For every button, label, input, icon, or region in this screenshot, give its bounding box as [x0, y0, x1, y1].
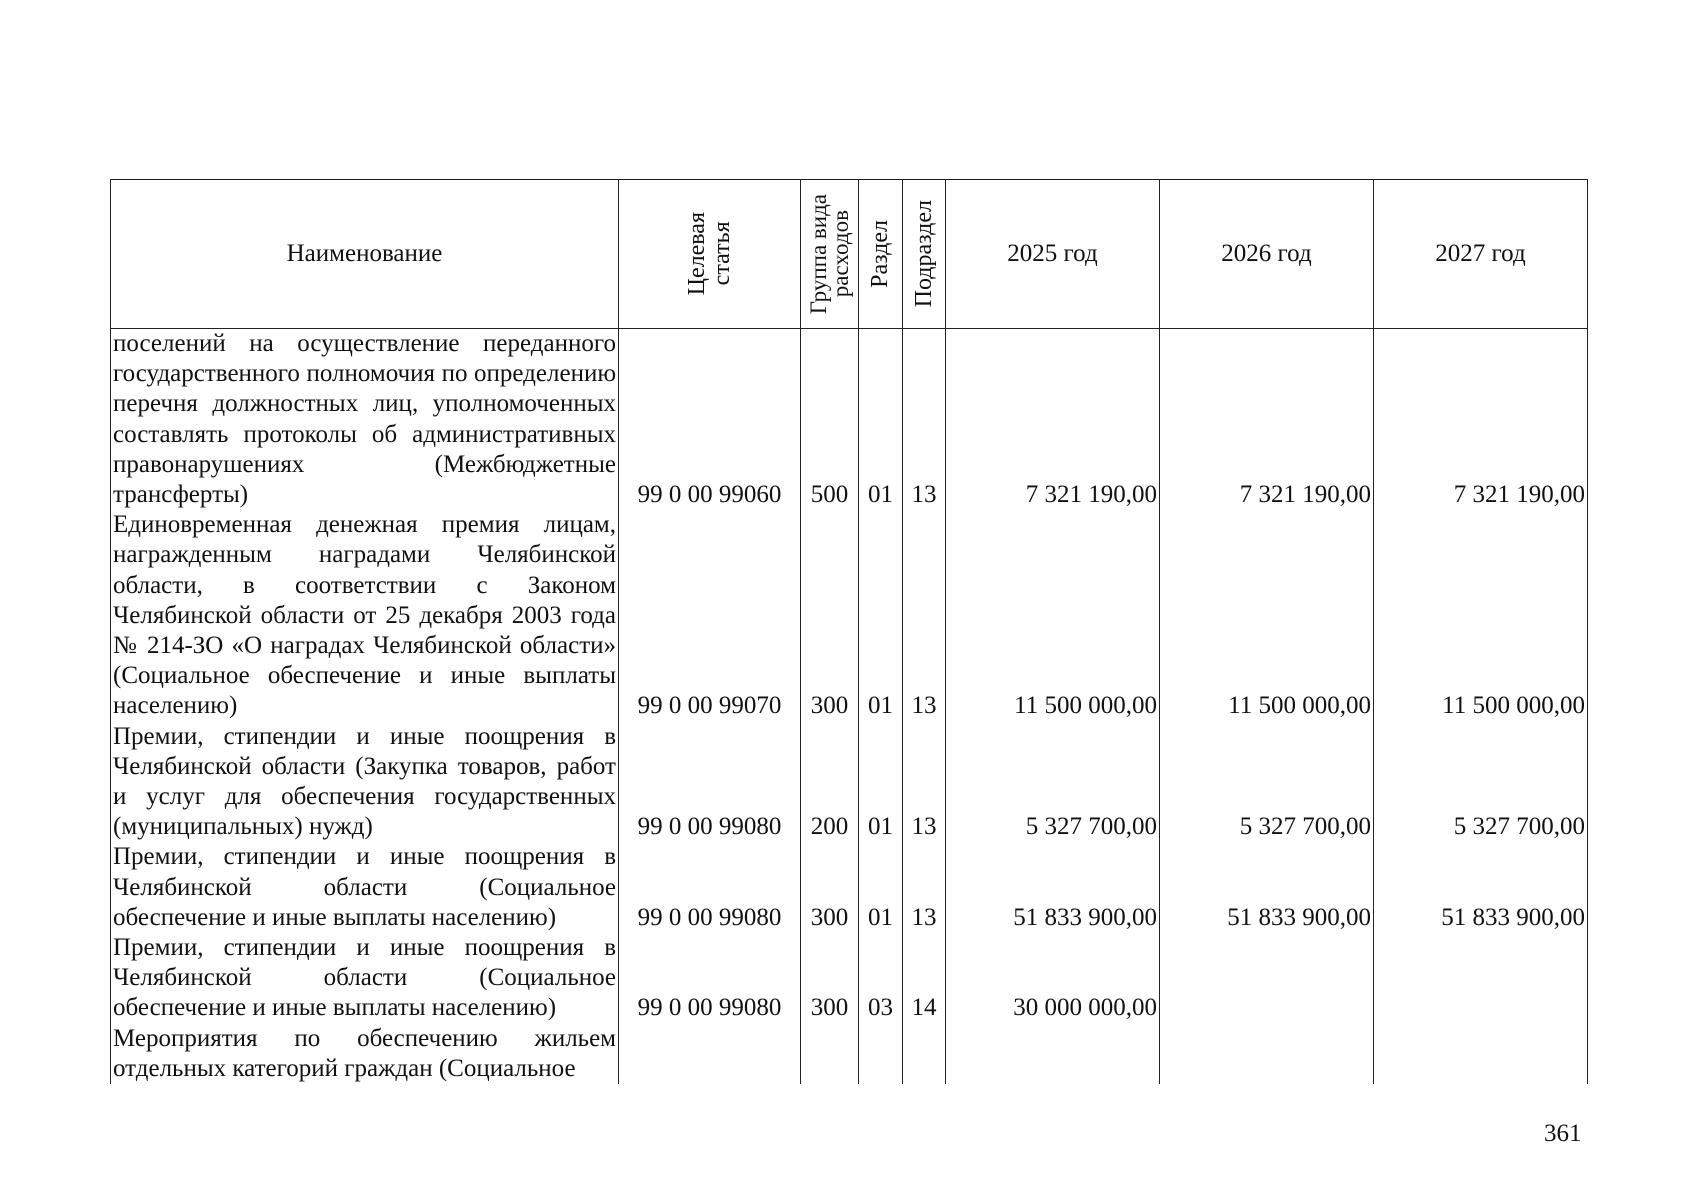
row-amount-2027: 11 500 000,00	[1374, 510, 1588, 721]
table-row	[111, 933, 1588, 1024]
header-name: Наименование	[111, 180, 619, 329]
row-amount-2026: 11 500 000,00	[1160, 510, 1374, 721]
budget-table	[110, 179, 1588, 1084]
header-section-label: Раздел	[867, 220, 893, 288]
row-amount-2025: 51 833 900,00	[946, 842, 1160, 933]
header-subsection-label: Подраздел	[910, 200, 937, 308]
row-amount-2026: 51 833 900,00	[1160, 842, 1374, 933]
header-section	[859, 180, 903, 329]
row-subsection: 14	[903, 933, 946, 1024]
header-target-article	[619, 180, 801, 329]
row-amount-2025: 11 500 000,00	[946, 510, 1160, 721]
row-amount-2025: 7 321 190,00	[946, 329, 1160, 511]
row-amount-2026	[1160, 933, 1374, 1024]
row-name: Премии, стипендии и иные поощрения в Челябинской области (Социальное обеспечение и иные выплаты населению)	[111, 933, 619, 1024]
header-expense-group	[801, 180, 859, 329]
row-name: Премии, стипендии и иные поощрения в Челябинской области (Закупка товаров, работ и услуг для обеспечения государственных (муниципальных) нужд)	[111, 722, 619, 843]
header-year-2025: 2025 год	[946, 180, 1160, 329]
table-header-row	[111, 180, 1588, 329]
row-target-article: 99 0 00 99080	[619, 933, 801, 1024]
row-subsection: 13	[903, 510, 946, 721]
row-section	[859, 1024, 903, 1084]
header-year-2026: 2026 год	[1160, 180, 1374, 329]
row-expense-group: 200	[801, 722, 859, 843]
row-name: поселений на осуществление переданного государственного полномочия по определению перечня должностных лиц, уполномоченных составлять протоколы об административных правонарушениях (Межбюджетные трансферты)	[111, 329, 619, 511]
row-amount-2026	[1160, 1024, 1374, 1084]
header-target-article-label: Целевая статья	[683, 212, 735, 296]
header-subsection	[903, 180, 946, 329]
row-subsection	[903, 1024, 946, 1084]
row-subsection: 13	[903, 842, 946, 933]
row-amount-2026: 5 327 700,00	[1160, 722, 1374, 843]
row-section: 03	[859, 933, 903, 1024]
row-expense-group	[801, 1024, 859, 1084]
row-target-article: 99 0 00 99080	[619, 842, 801, 933]
row-section: 01	[859, 842, 903, 933]
table-row	[111, 722, 1588, 843]
row-amount-2025	[946, 1024, 1160, 1084]
row-amount-2027: 7 321 190,00	[1374, 329, 1588, 511]
row-name: Мероприятия по обеспечению жильем отдельных категорий граждан (Социальное	[111, 1024, 619, 1084]
row-target-article: 99 0 00 99070	[619, 510, 801, 721]
row-amount-2025: 30 000 000,00	[946, 933, 1160, 1024]
row-target-article: 99 0 00 99080	[619, 722, 801, 843]
row-amount-2027	[1374, 933, 1588, 1024]
row-expense-group: 300	[801, 842, 859, 933]
row-section: 01	[859, 722, 903, 843]
row-expense-group: 500	[801, 329, 859, 511]
row-amount-2025: 5 327 700,00	[946, 722, 1160, 843]
row-amount-2027: 5 327 700,00	[1374, 722, 1588, 843]
row-amount-2026: 7 321 190,00	[1160, 329, 1374, 511]
row-expense-group: 300	[801, 933, 859, 1024]
header-expense-group-label: Группа вида расходов	[805, 193, 853, 315]
table-row	[111, 842, 1588, 933]
page-number: 361	[1544, 1120, 1582, 1147]
row-subsection: 13	[903, 329, 946, 511]
row-subsection: 13	[903, 722, 946, 843]
table-row-continued	[111, 1024, 1588, 1084]
table-row	[111, 329, 1588, 511]
row-amount-2027	[1374, 1024, 1588, 1084]
row-amount-2027: 51 833 900,00	[1374, 842, 1588, 933]
row-section: 01	[859, 510, 903, 721]
row-expense-group: 300	[801, 510, 859, 721]
row-section: 01	[859, 329, 903, 511]
header-year-2027: 2027 год	[1374, 180, 1588, 329]
table-row	[111, 510, 1588, 721]
row-target-article	[619, 1024, 801, 1084]
row-name: Премии, стипендии и иные поощрения в Челябинской области (Социальное обеспечение и иные выплаты населению)	[111, 842, 619, 933]
row-target-article: 99 0 00 99060	[619, 329, 801, 511]
row-name: Единовременная денежная премия лицам, награжденным наградами Челябинской области, в соответствии с Законом Челябинской области от 25 декабря 2003 года № 214-ЗО «О наградах Челябинской области» (Социальное обеспечение и иные выплаты населению)	[111, 510, 619, 721]
